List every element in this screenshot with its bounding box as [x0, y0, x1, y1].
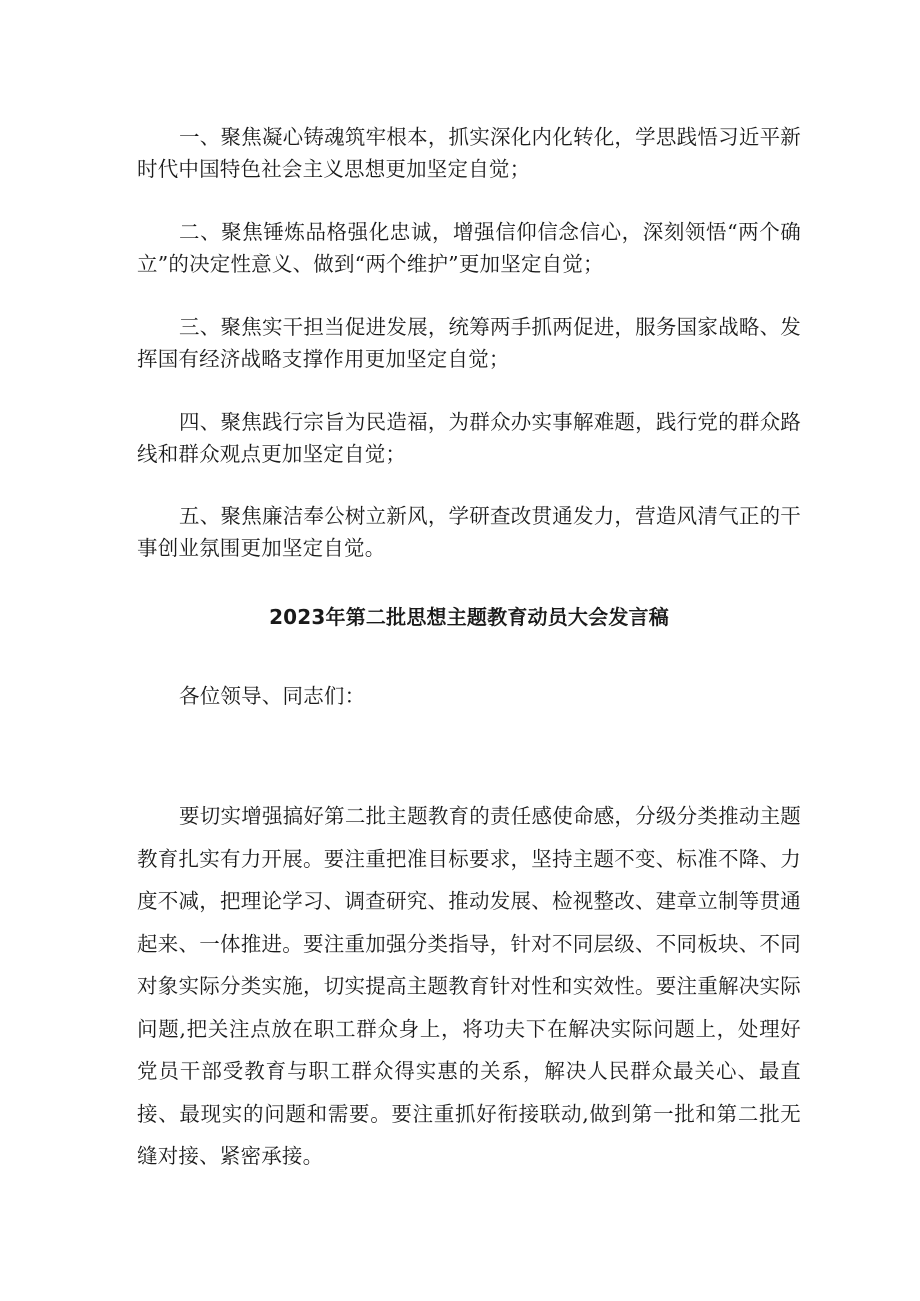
list-item-4: 四、聚焦践行宗旨为民造福，为群众办实事解难题，践行党的群众路线和群众观点更加坚定自觉； [137, 410, 801, 466]
list-item-3: 三、聚焦实干担当促进发展，统筹两手抓两促进，服务国家战略、发挥国有经济战略支撑作用更加坚定自觉； [137, 315, 801, 371]
speech-body: 要切实增强搞好第二批主题教育的责任感使命感，分级分类推动主题教育扎实有力开展。要注重把准目标要求，坚持主题不变、标准不降、力度不减，把理论学习、调查研究、推动发展、检视整改、建章立制等贯通起来、一体推进。要注重加强分类指导，针对不同层级、不同板块、不同对象实际分类实施，切实提高主题教育针对性和实效性。要注重解决实际问题,把关注点放在职工群众身上，将功夫下在解决实际问题上，处理好党员干部受教育与职工群众得实惠的关系，解决人民群众最关心、最直接、最现实的问题和需要。要注重抓好衔接联动,做到第一批和第二批无缝对接、紧密承接。 [137, 804, 801, 1168]
document-title: 2023年第二批思想主题教育动员大会发言稿 [269, 605, 669, 629]
salutation: 各位领导、同志们： [179, 684, 366, 708]
list-item-1: 一、聚焦凝心铸魂筑牢根本，抓实深化内化转化，学思践悟习近平新时代中国特色社会主义思想更加坚定自觉； [137, 125, 801, 181]
list-item-5: 五、聚焦廉洁奉公树立新风，学研查改贯通发力，营造风清气正的干事创业氛围更加坚定自觉。 [137, 504, 801, 560]
list-item-2: 二、聚焦锤炼品格强化忠诚，增强信仰信念信心，深刻领悟“两个确立”的决定性意义、做到“两个维护”更加坚定自觉； [137, 220, 801, 276]
